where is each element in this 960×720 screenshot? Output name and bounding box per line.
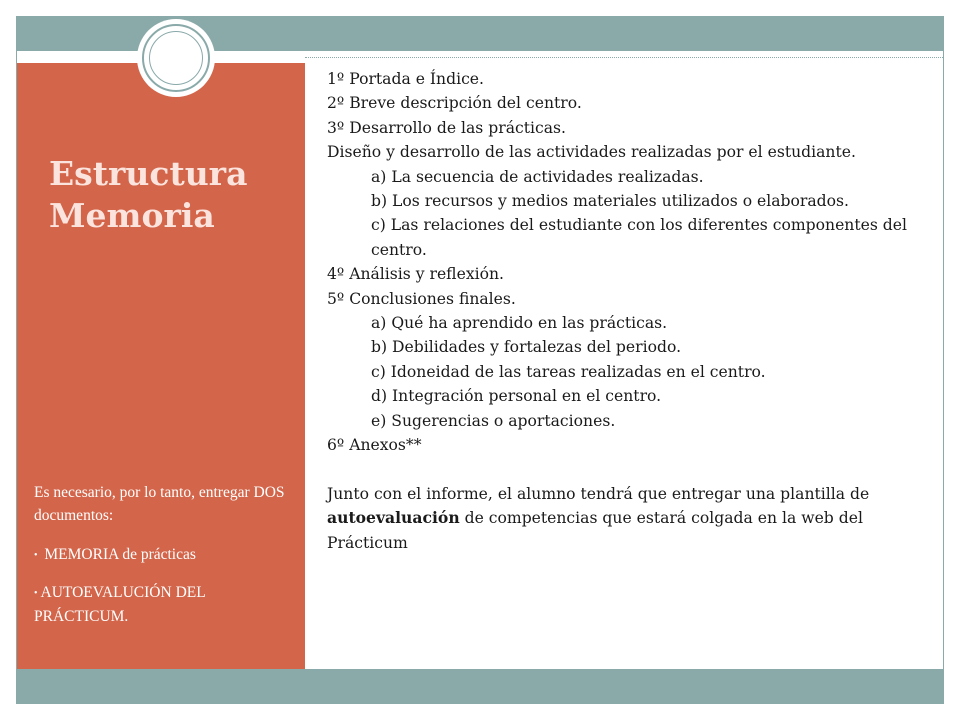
sidebar-bullet-label: AUTOEVALUCIÓN DEL PRÁCTICUM.	[34, 583, 206, 625]
slide-title-line1: Estructura	[49, 154, 248, 193]
closing-paragraph	[327, 482, 927, 555]
content-item: Diseño y desarrollo de las actividades realizadas por el estudiante.	[327, 143, 856, 162]
left-panel	[17, 63, 305, 671]
closing-text-bold: autoevaluación	[327, 508, 460, 528]
content-item: 5º Conclusiones finales.	[327, 289, 516, 308]
content-subitem: c) Idoneidad de las tareas realizadas en el centro.	[371, 362, 766, 381]
closing-text-after: de competencias que estará colgada en la web del Prácticum	[327, 509, 863, 552]
content-item: 3º Desarrollo de las prácticas.	[327, 118, 566, 137]
bullet-icon: •	[34, 587, 38, 599]
content-item: 4º Análisis y reflexión.	[327, 265, 504, 284]
dotted-divider	[305, 57, 943, 58]
slide	[16, 16, 944, 704]
bullet-icon: •	[34, 549, 38, 561]
spacer	[327, 458, 927, 482]
content-item: 2º Breve descripción del centro.	[327, 94, 582, 113]
content-subitem: a) La secuencia de actividades realizadas.	[371, 167, 704, 186]
content-body	[327, 67, 927, 555]
content-subitem: b) Debilidades y fortalezas del periodo.	[371, 338, 682, 357]
sidebar-bullet-memoria	[34, 543, 296, 567]
circle-emblem-icon	[142, 24, 210, 92]
content-subitem: c) Las relaciones del estudiante con los diferentes componentes del centro.	[371, 216, 907, 259]
content-subitem: a) Qué ha aprendido en las prácticas.	[371, 314, 668, 333]
sidebar-bullet-label: MEMORIA de prácticas	[44, 546, 196, 563]
content-subitem: d) Integración personal en el centro.	[371, 387, 662, 406]
sidebar-note	[34, 481, 296, 642]
slide-title-line2: Memoria	[49, 196, 215, 235]
circle-emblem-inner	[149, 31, 203, 85]
content-subitem: b) Los recursos y medios materiales utilizados o elaborados.	[371, 192, 850, 211]
content-item: 6º Anexos**	[327, 436, 422, 455]
bottom-band	[17, 669, 943, 703]
sidebar-note-text: Es necesario, por lo tanto, entregar DOS documentos:	[34, 484, 285, 524]
slide-title	[49, 153, 247, 237]
content-item: 1º Portada e Índice.	[327, 70, 484, 88]
content-subitem: e) Sugerencias o aportaciones.	[371, 411, 616, 430]
closing-text-before: Junto con el informe, el alumno tendrá que entregar una plantilla de	[327, 484, 870, 503]
sidebar-bullet-autoevaluacion	[34, 581, 296, 628]
